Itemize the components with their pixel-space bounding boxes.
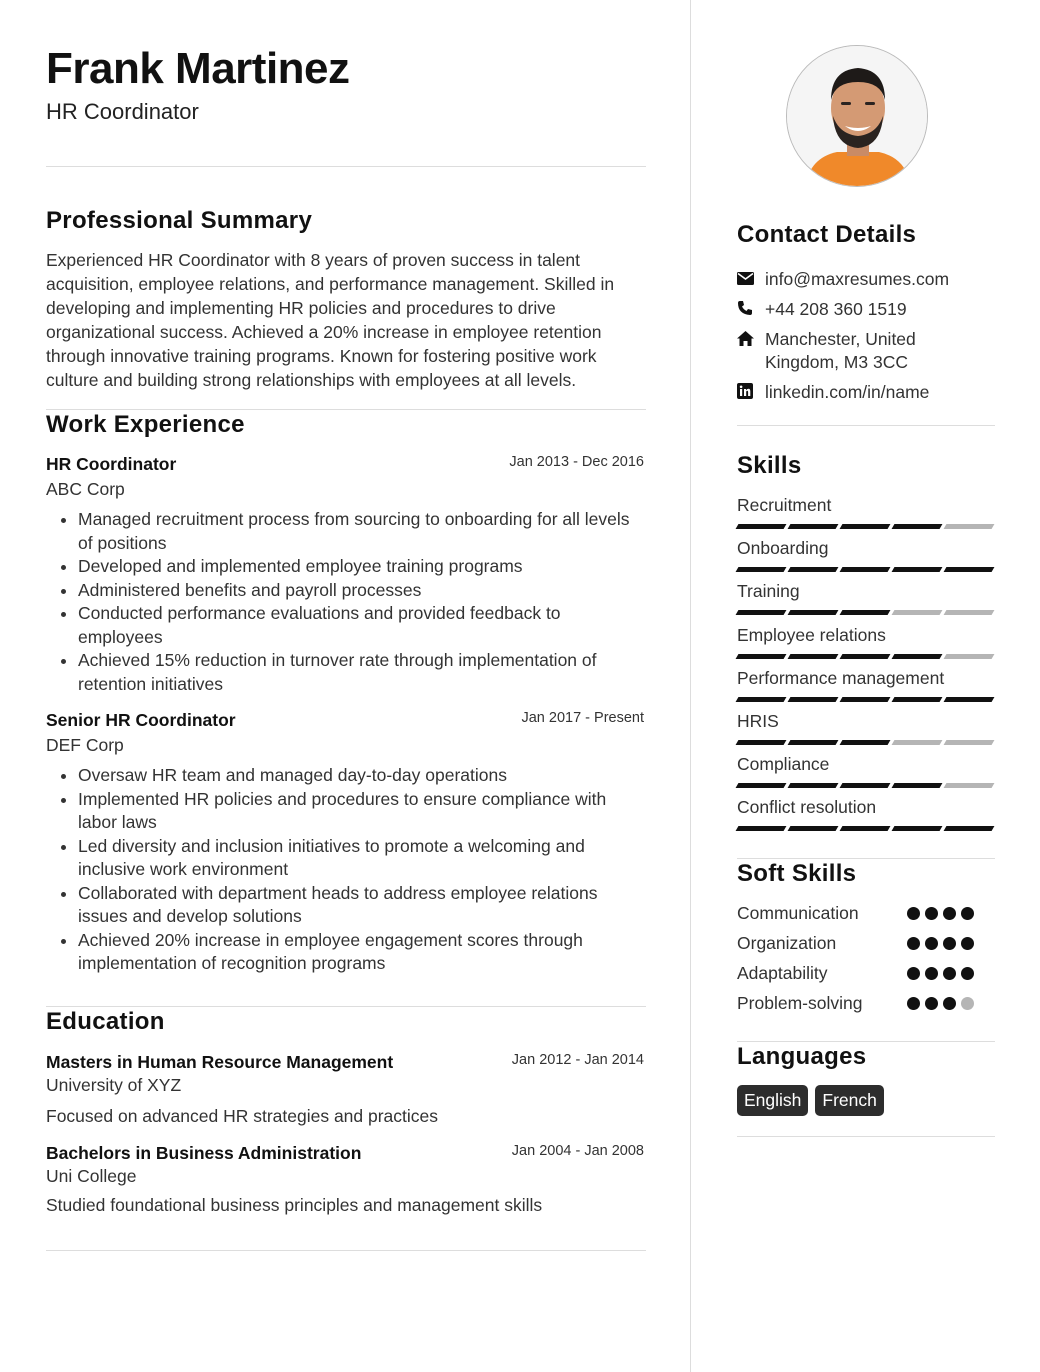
skill-level-segment bbox=[944, 826, 995, 831]
rating-dot bbox=[907, 997, 920, 1010]
skill-level-segment bbox=[892, 783, 943, 788]
skill-level-segment bbox=[944, 654, 995, 659]
rating-dot bbox=[961, 967, 974, 980]
soft-skill-rating bbox=[907, 967, 974, 984]
phone-icon bbox=[737, 298, 765, 318]
job-bullet: • Conducted performance evaluations and provided feedback to employees bbox=[78, 602, 646, 649]
soft-skill-item bbox=[737, 903, 995, 924]
skill-level-bar bbox=[737, 697, 995, 702]
soft-skill-item bbox=[737, 963, 995, 984]
skill-level-segment bbox=[788, 567, 839, 572]
skill-level-segment bbox=[944, 783, 995, 788]
skill-item bbox=[737, 754, 995, 788]
job-bullet: • Managed recruitment process from sourcing to onboarding for all levels of positions bbox=[78, 508, 646, 555]
language-badge: English bbox=[737, 1085, 808, 1116]
skill-level-segment bbox=[736, 567, 787, 572]
job-bullet: • Achieved 20% increase in employee engagement scores through implementation of recognition programs bbox=[78, 929, 646, 976]
summary-heading: Professional Summary bbox=[46, 207, 313, 234]
skill-level-segment bbox=[788, 697, 839, 702]
linkedin-text: linkedin.com/in/name bbox=[765, 382, 930, 402]
job-title: Senior HR Coordinator bbox=[46, 710, 236, 730]
rating-dot bbox=[925, 907, 938, 920]
address-text: Manchester, United Kingdom, M3 3CC bbox=[765, 329, 916, 372]
skill-item bbox=[737, 625, 995, 659]
skill-level-bar bbox=[737, 826, 995, 831]
contact-linkedin[interactable] bbox=[737, 381, 929, 404]
skill-level-segment bbox=[840, 740, 891, 745]
degree-title: Bachelors in Business Administration bbox=[46, 1143, 362, 1163]
education-date: Jan 2004 - Jan 2008 bbox=[511, 1143, 644, 1159]
summary-divider bbox=[46, 409, 646, 410]
home-icon bbox=[737, 328, 765, 348]
skill-level-segment bbox=[736, 654, 787, 659]
experience-heading: Work Experience bbox=[46, 411, 245, 438]
contact-address bbox=[737, 328, 937, 374]
rating-dot bbox=[925, 937, 938, 950]
skill-level-segment bbox=[840, 783, 891, 788]
job-company: DEF Corp bbox=[46, 735, 124, 755]
skill-item bbox=[737, 495, 995, 529]
skill-level-bar bbox=[737, 567, 995, 572]
soft-skills-divider bbox=[737, 1041, 995, 1042]
languages-divider bbox=[737, 1136, 995, 1137]
column-divider bbox=[690, 0, 691, 1372]
job-bullet: • Oversaw HR team and managed day-to-day operations bbox=[78, 764, 646, 788]
soft-skill-rating bbox=[907, 937, 974, 954]
rating-dot bbox=[943, 937, 956, 950]
school-name: Uni College bbox=[46, 1166, 137, 1186]
skill-level-segment bbox=[892, 610, 943, 615]
job-date: Jan 2017 - Present bbox=[521, 710, 644, 726]
education-entry bbox=[46, 1143, 646, 1216]
soft-skill-name: Adaptability bbox=[737, 963, 828, 983]
skill-level-segment bbox=[944, 610, 995, 615]
skill-level-segment bbox=[736, 826, 787, 831]
rating-dot bbox=[925, 997, 938, 1010]
contact-divider bbox=[737, 425, 995, 426]
skill-level-segment bbox=[736, 783, 787, 788]
skill-item bbox=[737, 668, 995, 702]
education-description: Studied foundational business principles and management skills bbox=[46, 1195, 543, 1215]
skill-level-segment bbox=[788, 610, 839, 615]
job-bullet: • Collaborated with department heads to address employee relations issues and develop solutions bbox=[78, 882, 646, 929]
education-date: Jan 2012 - Jan 2014 bbox=[511, 1052, 644, 1068]
languages-heading: Languages bbox=[737, 1043, 867, 1070]
contact-phone[interactable] bbox=[737, 298, 907, 321]
skill-item bbox=[737, 538, 995, 572]
skill-item bbox=[737, 797, 995, 831]
skill-level-segment bbox=[736, 610, 787, 615]
education-divider bbox=[46, 1250, 646, 1251]
skill-level-segment bbox=[736, 524, 787, 529]
rating-dot bbox=[961, 997, 974, 1010]
skill-name: Performance management bbox=[737, 667, 945, 688]
skill-level-segment bbox=[840, 567, 891, 572]
skill-level-segment bbox=[892, 654, 943, 659]
skill-name: HRIS bbox=[737, 711, 779, 731]
skill-level-segment bbox=[944, 524, 995, 529]
skill-level-segment bbox=[788, 740, 839, 745]
soft-skill-item bbox=[737, 993, 995, 1014]
skill-level-segment bbox=[788, 783, 839, 788]
rating-dot bbox=[925, 967, 938, 980]
rating-dot bbox=[961, 937, 974, 950]
skill-item bbox=[737, 711, 995, 745]
job-bullet: • Developed and implemented employee training programs bbox=[78, 555, 646, 579]
skill-level-segment bbox=[840, 697, 891, 702]
rating-dot bbox=[943, 997, 956, 1010]
summary-text: Experienced HR Coordinator with 8 years of proven success in talent acquisition, employee relations, and performance management. Skilled in developing and implementing HR policies and procedures to drive organizational success. Achieved a 20% increase in employee retention through innovative training programs. Known for fostering positive work culture and building strong relationships with employees at all levels. bbox=[46, 250, 615, 390]
soft-skill-name: Problem-solving bbox=[737, 993, 863, 1013]
skill-level-segment bbox=[736, 740, 787, 745]
experience-divider bbox=[46, 1006, 646, 1007]
email-text: info@maxresumes.com bbox=[765, 269, 950, 289]
skills-heading: Skills bbox=[737, 452, 802, 479]
job-bullet: • Implemented HR policies and procedures to ensure compliance with labor laws bbox=[78, 788, 646, 835]
skill-level-bar bbox=[737, 654, 995, 659]
rating-dot bbox=[943, 907, 956, 920]
job-bullets bbox=[46, 764, 646, 976]
rating-dot bbox=[961, 907, 974, 920]
skill-level-segment bbox=[788, 826, 839, 831]
soft-skill-rating bbox=[907, 997, 974, 1014]
contact-heading: Contact Details bbox=[737, 221, 917, 248]
rating-dot bbox=[907, 967, 920, 980]
languages-list bbox=[737, 1085, 884, 1116]
skill-name: Onboarding bbox=[737, 538, 829, 559]
soft-skill-item bbox=[737, 933, 995, 954]
skill-level-segment bbox=[788, 654, 839, 659]
soft-skill-rating bbox=[907, 907, 974, 924]
education-entry bbox=[46, 1052, 646, 1127]
linkedin-icon bbox=[737, 381, 765, 401]
envelope-icon bbox=[737, 268, 765, 288]
skill-level-segment bbox=[840, 610, 891, 615]
profile-photo bbox=[786, 45, 928, 187]
job-title: HR Coordinator bbox=[46, 454, 177, 474]
skill-name: Compliance bbox=[737, 754, 830, 775]
skill-level-segment bbox=[944, 567, 995, 572]
skill-item bbox=[737, 581, 995, 615]
skill-level-segment bbox=[892, 567, 943, 572]
skill-name: Recruitment bbox=[737, 495, 832, 515]
skill-level-bar bbox=[737, 610, 995, 615]
skill-level-segment bbox=[840, 654, 891, 659]
rating-dot bbox=[943, 967, 956, 980]
skill-level-segment bbox=[892, 524, 943, 529]
job-bullets bbox=[46, 508, 646, 696]
soft-skill-name: Organization bbox=[737, 933, 837, 953]
job-bullet: • Led diversity and inclusion initiatives to promote a welcoming and inclusive work environment bbox=[78, 835, 646, 882]
header-divider bbox=[46, 166, 646, 167]
school-name: University of XYZ bbox=[46, 1075, 182, 1095]
skill-level-segment bbox=[892, 697, 943, 702]
skill-level-bar bbox=[737, 524, 995, 529]
skill-level-segment bbox=[788, 524, 839, 529]
skill-name: Conflict resolution bbox=[737, 797, 877, 818]
skill-level-segment bbox=[840, 826, 891, 831]
rating-dot bbox=[907, 907, 920, 920]
job-bullet: • Administered benefits and payroll processes bbox=[78, 579, 646, 603]
job-date: Jan 2013 - Dec 2016 bbox=[509, 454, 644, 470]
soft-skills-heading: Soft Skills bbox=[737, 860, 857, 887]
skill-level-segment bbox=[944, 740, 995, 745]
degree-title: Masters in Human Resource Management bbox=[46, 1052, 394, 1072]
skill-level-segment bbox=[840, 524, 891, 529]
skill-level-segment bbox=[892, 826, 943, 831]
skill-level-segment bbox=[892, 740, 943, 745]
skill-level-bar bbox=[737, 740, 995, 745]
contact-email[interactable] bbox=[737, 268, 949, 291]
job-entry bbox=[46, 454, 646, 696]
candidate-title: HR Coordinator bbox=[46, 99, 199, 124]
skills-divider bbox=[737, 858, 995, 859]
education-description: Focused on advanced HR strategies and practices bbox=[46, 1106, 439, 1126]
soft-skill-name: Communication bbox=[737, 903, 859, 923]
candidate-name: Frank Martinez bbox=[46, 44, 350, 93]
skill-name: Training bbox=[737, 581, 800, 602]
job-bullet: • Achieved 15% reduction in turnover rate through implementation of retention initiatives bbox=[78, 649, 646, 696]
job-company: ABC Corp bbox=[46, 479, 125, 499]
education-heading: Education bbox=[46, 1008, 165, 1035]
language-badge: French bbox=[815, 1085, 883, 1116]
phone-text: +44 208 360 1519 bbox=[765, 299, 907, 319]
skill-level-segment bbox=[736, 697, 787, 702]
job-entry bbox=[46, 710, 646, 976]
avatar-icon bbox=[787, 46, 928, 187]
rating-dot bbox=[907, 937, 920, 950]
skill-level-segment bbox=[944, 697, 995, 702]
skill-level-bar bbox=[737, 783, 995, 788]
skill-name: Employee relations bbox=[737, 624, 886, 645]
